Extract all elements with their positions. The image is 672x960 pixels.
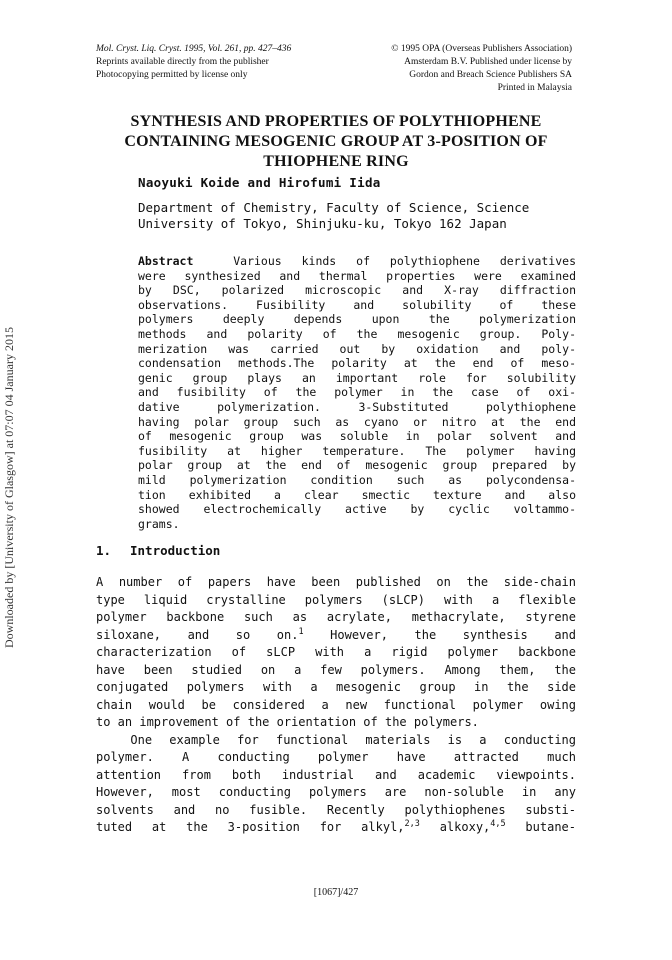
- abstract-line: and fusibility of the polymer in the case of oxi-: [138, 385, 576, 400]
- paper-title: [96, 112, 576, 172]
- citation-line: [96, 43, 366, 56]
- citation-ref: 2,3: [404, 819, 420, 829]
- body-text: tuted at the 3-position for alkyl,: [96, 820, 405, 834]
- copyright-line: © 1995 OPA (Overseas Publishers Association): [391, 44, 572, 54]
- abstract-line: [138, 254, 576, 269]
- introduction-body: [96, 574, 576, 837]
- copyright-line: Printed in Malaysia: [497, 83, 572, 93]
- title-line: CONTAINING MESOGENIC GROUP AT 3-POSITION OF: [124, 133, 548, 150]
- abstract-line: dative polymerization. 3-Substituted polythiophene: [138, 399, 576, 414]
- body-line: have been studied on a few polymers. Among them, the: [96, 662, 576, 677]
- abstract-line: showed electrochemically active by cyclic voltammo-: [138, 502, 576, 517]
- body-line: characterization of sLCP with a rigid polymer backbone: [96, 645, 576, 659]
- citation-line: Photocopying permitted by license only: [96, 70, 248, 80]
- body-line: One example for functional materials is a conducting: [96, 732, 576, 747]
- abstract-line: fusibility at higher temperature. The polymer having: [138, 443, 576, 458]
- abstract-line: polymers deeply depends upon the polymerization: [138, 312, 576, 327]
- citation-line: Reprints available directly from the publisher: [96, 57, 269, 67]
- abstract-line: mild polymerization condition such as polycondensa-: [138, 472, 576, 487]
- body-line: solvents and no fusible. Recently polythiophenes substi-: [96, 802, 576, 817]
- body-line: type liquid crystalline polymers (sLCP) with a flexible: [96, 592, 576, 607]
- citation-ref: 4,5: [490, 819, 506, 829]
- abstract-line: condensation methods.The polarity at the end of meso-: [138, 356, 576, 371]
- body-text: butane-: [505, 820, 576, 834]
- body-line: polymer backbone such as acrylate, methacrylate, styrene: [96, 610, 576, 624]
- body-line: attention from both industrial and academic viewpoints.: [96, 767, 576, 782]
- body-line: to an improvement of the orientation of the polymers.: [96, 715, 479, 729]
- abstract: [138, 254, 576, 531]
- journal-name: Mol. Cryst. Liq. Cryst. 1995, Vol. 261, pp. 427–436: [96, 44, 292, 54]
- copyright-line: Gordon and Breach Science Publishers SA: [409, 70, 572, 80]
- body-line: chain would be considered a new functional polymer owing: [96, 697, 576, 712]
- abstract-first-text: Various kinds of polythiophene derivatives: [233, 254, 576, 268]
- abstract-line: observations. Fusibility and solubility of these: [138, 297, 576, 312]
- section-title: Introduction: [130, 543, 221, 558]
- abstract-label: Abstract: [138, 254, 194, 268]
- body-text: However, the synthesis and: [303, 627, 576, 642]
- abstract-line: of mesogenic group was soluble in polar solvent and: [138, 429, 576, 444]
- body-text: siloxane, and so on.: [96, 627, 299, 642]
- affiliation: [138, 200, 578, 232]
- body-text: alkoxy,: [419, 820, 491, 834]
- abstract-line: by DSC, polarized microscopic and X-ray diffraction: [138, 283, 576, 298]
- author-list: Naoyuki Koide and Hirofumi Iida: [138, 175, 381, 190]
- abstract-line: polar group at the end of mesogenic group prepared by: [138, 458, 576, 473]
- abstract-line: tion exhibited a clear smectic texture and also: [138, 487, 576, 502]
- page-footer: [1067]/427: [313, 887, 359, 898]
- abstract-line: merization was carried out by oxidation and poly-: [138, 341, 576, 356]
- abstract-line: genic group plays an important role for solubility: [138, 370, 576, 385]
- abstract-line: methods and polarity of the mesogenic group. Poly-: [138, 326, 576, 341]
- body-line: polymer. A conducting polymer have attracted much: [96, 750, 576, 764]
- citation-ref: 1: [298, 626, 304, 637]
- body-line: However, most conducting polymers are non-soluble in any: [96, 785, 576, 799]
- download-watermark: Downloaded by [University of Glasgow] at 07:07 04 January 2015: [2, 327, 16, 648]
- copyright-line: Amsterdam B.V. Published under license by: [404, 57, 572, 67]
- body-line: A number of papers have been published on the side-chain: [96, 575, 576, 589]
- affiliation-line: Department of Chemistry, Faculty of Science, Science: [138, 200, 530, 215]
- title-line: THIOPHENE RING: [263, 153, 409, 170]
- body-line: [96, 819, 576, 837]
- body-line: conjugated polymers with a mesogenic group in the side: [96, 680, 576, 694]
- abstract-line: having polar group such as cyano or nitro at the end: [138, 414, 576, 429]
- journal-citation: [96, 43, 366, 82]
- body-line: [96, 627, 576, 645]
- section-heading: [96, 543, 220, 558]
- section-number: 1.: [96, 543, 112, 558]
- abstract-line: grams.: [138, 516, 180, 531]
- affiliation-line: University of Tokyo, Shinjuku-ku, Tokyo 162 Japan: [138, 216, 507, 231]
- abstract-line: were synthesized and thermal properties were examined: [138, 268, 576, 283]
- title-line: SYNTHESIS AND PROPERTIES OF POLYTHIOPHENE: [130, 113, 542, 130]
- copyright-notice: [352, 43, 572, 95]
